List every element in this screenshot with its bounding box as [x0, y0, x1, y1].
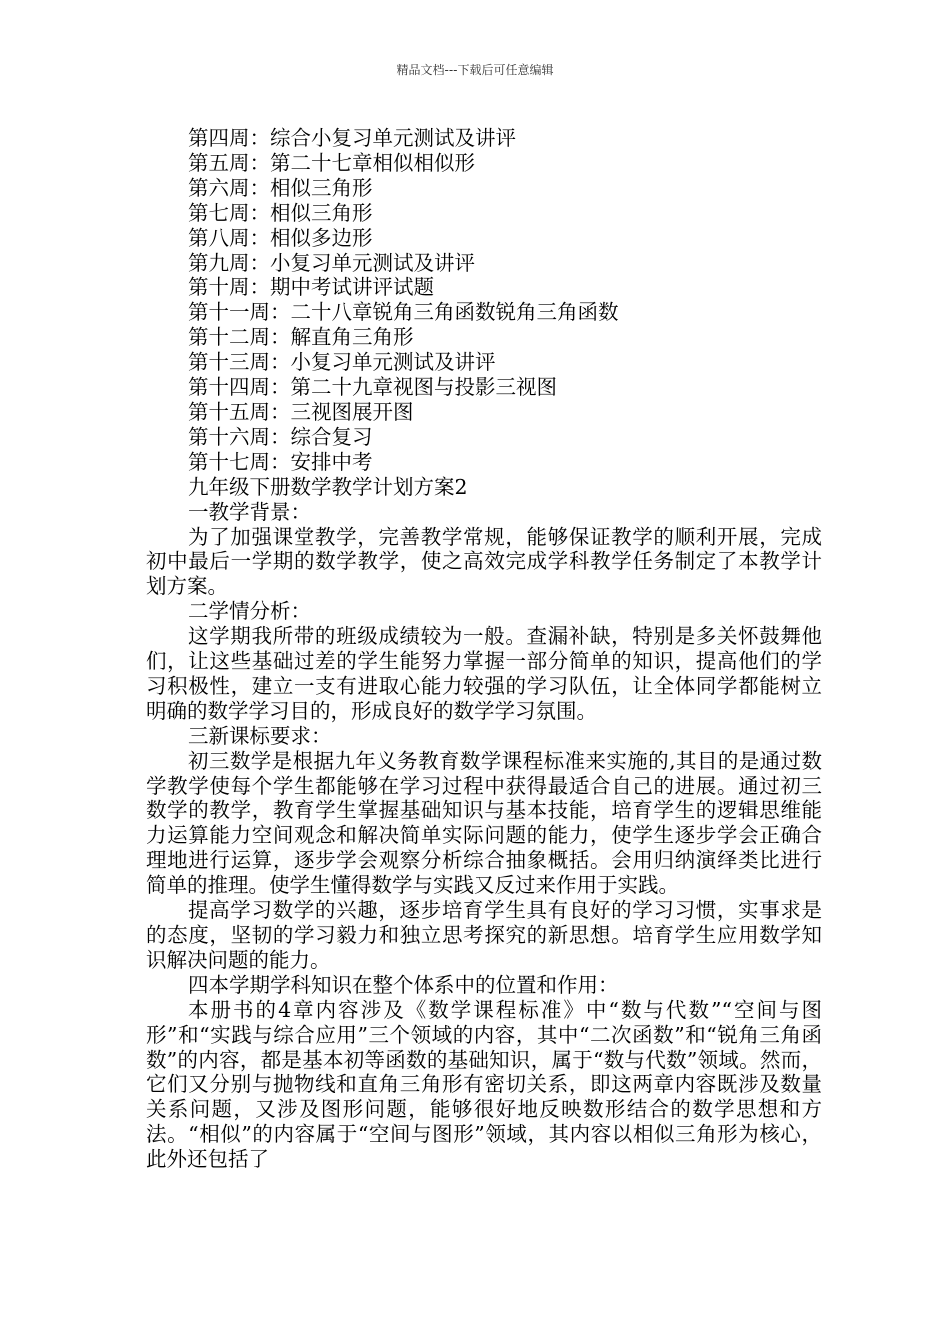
week-item: 第十一周：二十八章锐角三角函数锐角三角函数	[188, 300, 619, 325]
week-item: 第十五周：三视图展开图	[188, 399, 414, 424]
week-item: 第十二周：解直角三角形	[188, 325, 414, 350]
week-item: 第四周：综合小复习单元测试及讲评	[188, 126, 516, 150]
paragraph: 初三数学是根据九年义务教育数学课程标准来实施的,其目的是通过数学教学使每个学生都能够在学习过程中获得最适合自己的进展。通过初三数学的教学，教育学生掌握基础知识与基本技能，培育学生的逻辑思维能力运算能力空间观念和解决简单实际问题的能力，使学生逐步学会正确合理地进行运算，逐步学会观察分析综合抽象概括。会用归纳演绎类比进行简单的推理。使学生懂得数学与实践又反过来作用于实践。	[146, 748, 822, 898]
week-item: 第六周：相似三角形	[188, 175, 373, 200]
week-item: 第七周：相似三角形	[188, 200, 373, 225]
section-heading: 三新课标要求：	[188, 723, 332, 748]
paragraph: 为了加强课堂教学，完善教学常规，能够保证教学的顺利开展，完成初中最后一学期的数学教学，使之高效完成学科教学任务制定了本教学计划方案。	[146, 524, 822, 599]
week-item: 第十周：期中考试讲评试题	[188, 275, 434, 300]
week-item: 第十七周：安排中考	[188, 449, 373, 474]
week-item: 第五周：第二十七章相似相似形	[188, 150, 475, 175]
section-heading: 二学情分析：	[188, 599, 311, 624]
week-item: 第十四周：第二十九章视图与投影三视图	[188, 375, 557, 400]
page-header: 精品文档---下载后可任意编辑	[396, 63, 554, 77]
section-heading: 四本学期学科知识在整个体系中的位置和作用：	[188, 972, 619, 997]
section-heading: 一教学背景：	[188, 499, 311, 524]
week-item: 第八周：相似多边形	[188, 225, 373, 250]
week-item: 第九周：小复习单元测试及讲评	[188, 250, 475, 275]
week-item: 第十六周：综合复习	[188, 424, 373, 449]
paragraph: 本册书的4章内容涉及《数学课程标准》中“数与代数”“空间与图形”和“实践与综合应用”三个领域的内容，其中“二次函数”和“锐角三角函数”的内容，都是基本初等函数的基础知识，属于“数与代数”领域。然而，它们又分别与抛物线和直角三角形有密切关系，即这两章内容既涉及数量关系问题，又涉及图形问题，能够很好地反映数形结合的数学思想和方法。“相似”的内容属于“空间与图形”领域，其内容以相似三角形为核心，此外还包括了	[146, 997, 822, 1172]
week-item: 第十三周：小复习单元测试及讲评	[188, 350, 496, 375]
plan-title: 九年级下册数学教学计划方案2	[188, 474, 468, 499]
paragraph: 这学期我所带的班级成绩较为一般。查漏补缺，特别是多关怀鼓舞他们，让这些基础过差的学生能努力掌握一部分简单的知识，提高他们的学习积极性，建立一支有进取心能力较强的学习队伍，让全体同学都能树立明确的数学学习目的，形成良好的数学学习氛围。	[146, 624, 822, 723]
paragraph: 提高学习数学的兴趣，逐步培育学生具有良好的学习习惯，实事求是的态度，坚韧的学习毅力和独立思考探究的新思想。培育学生应用数学知识解决问题的能力。	[146, 898, 822, 972]
document-body	[146, 126, 822, 1172]
